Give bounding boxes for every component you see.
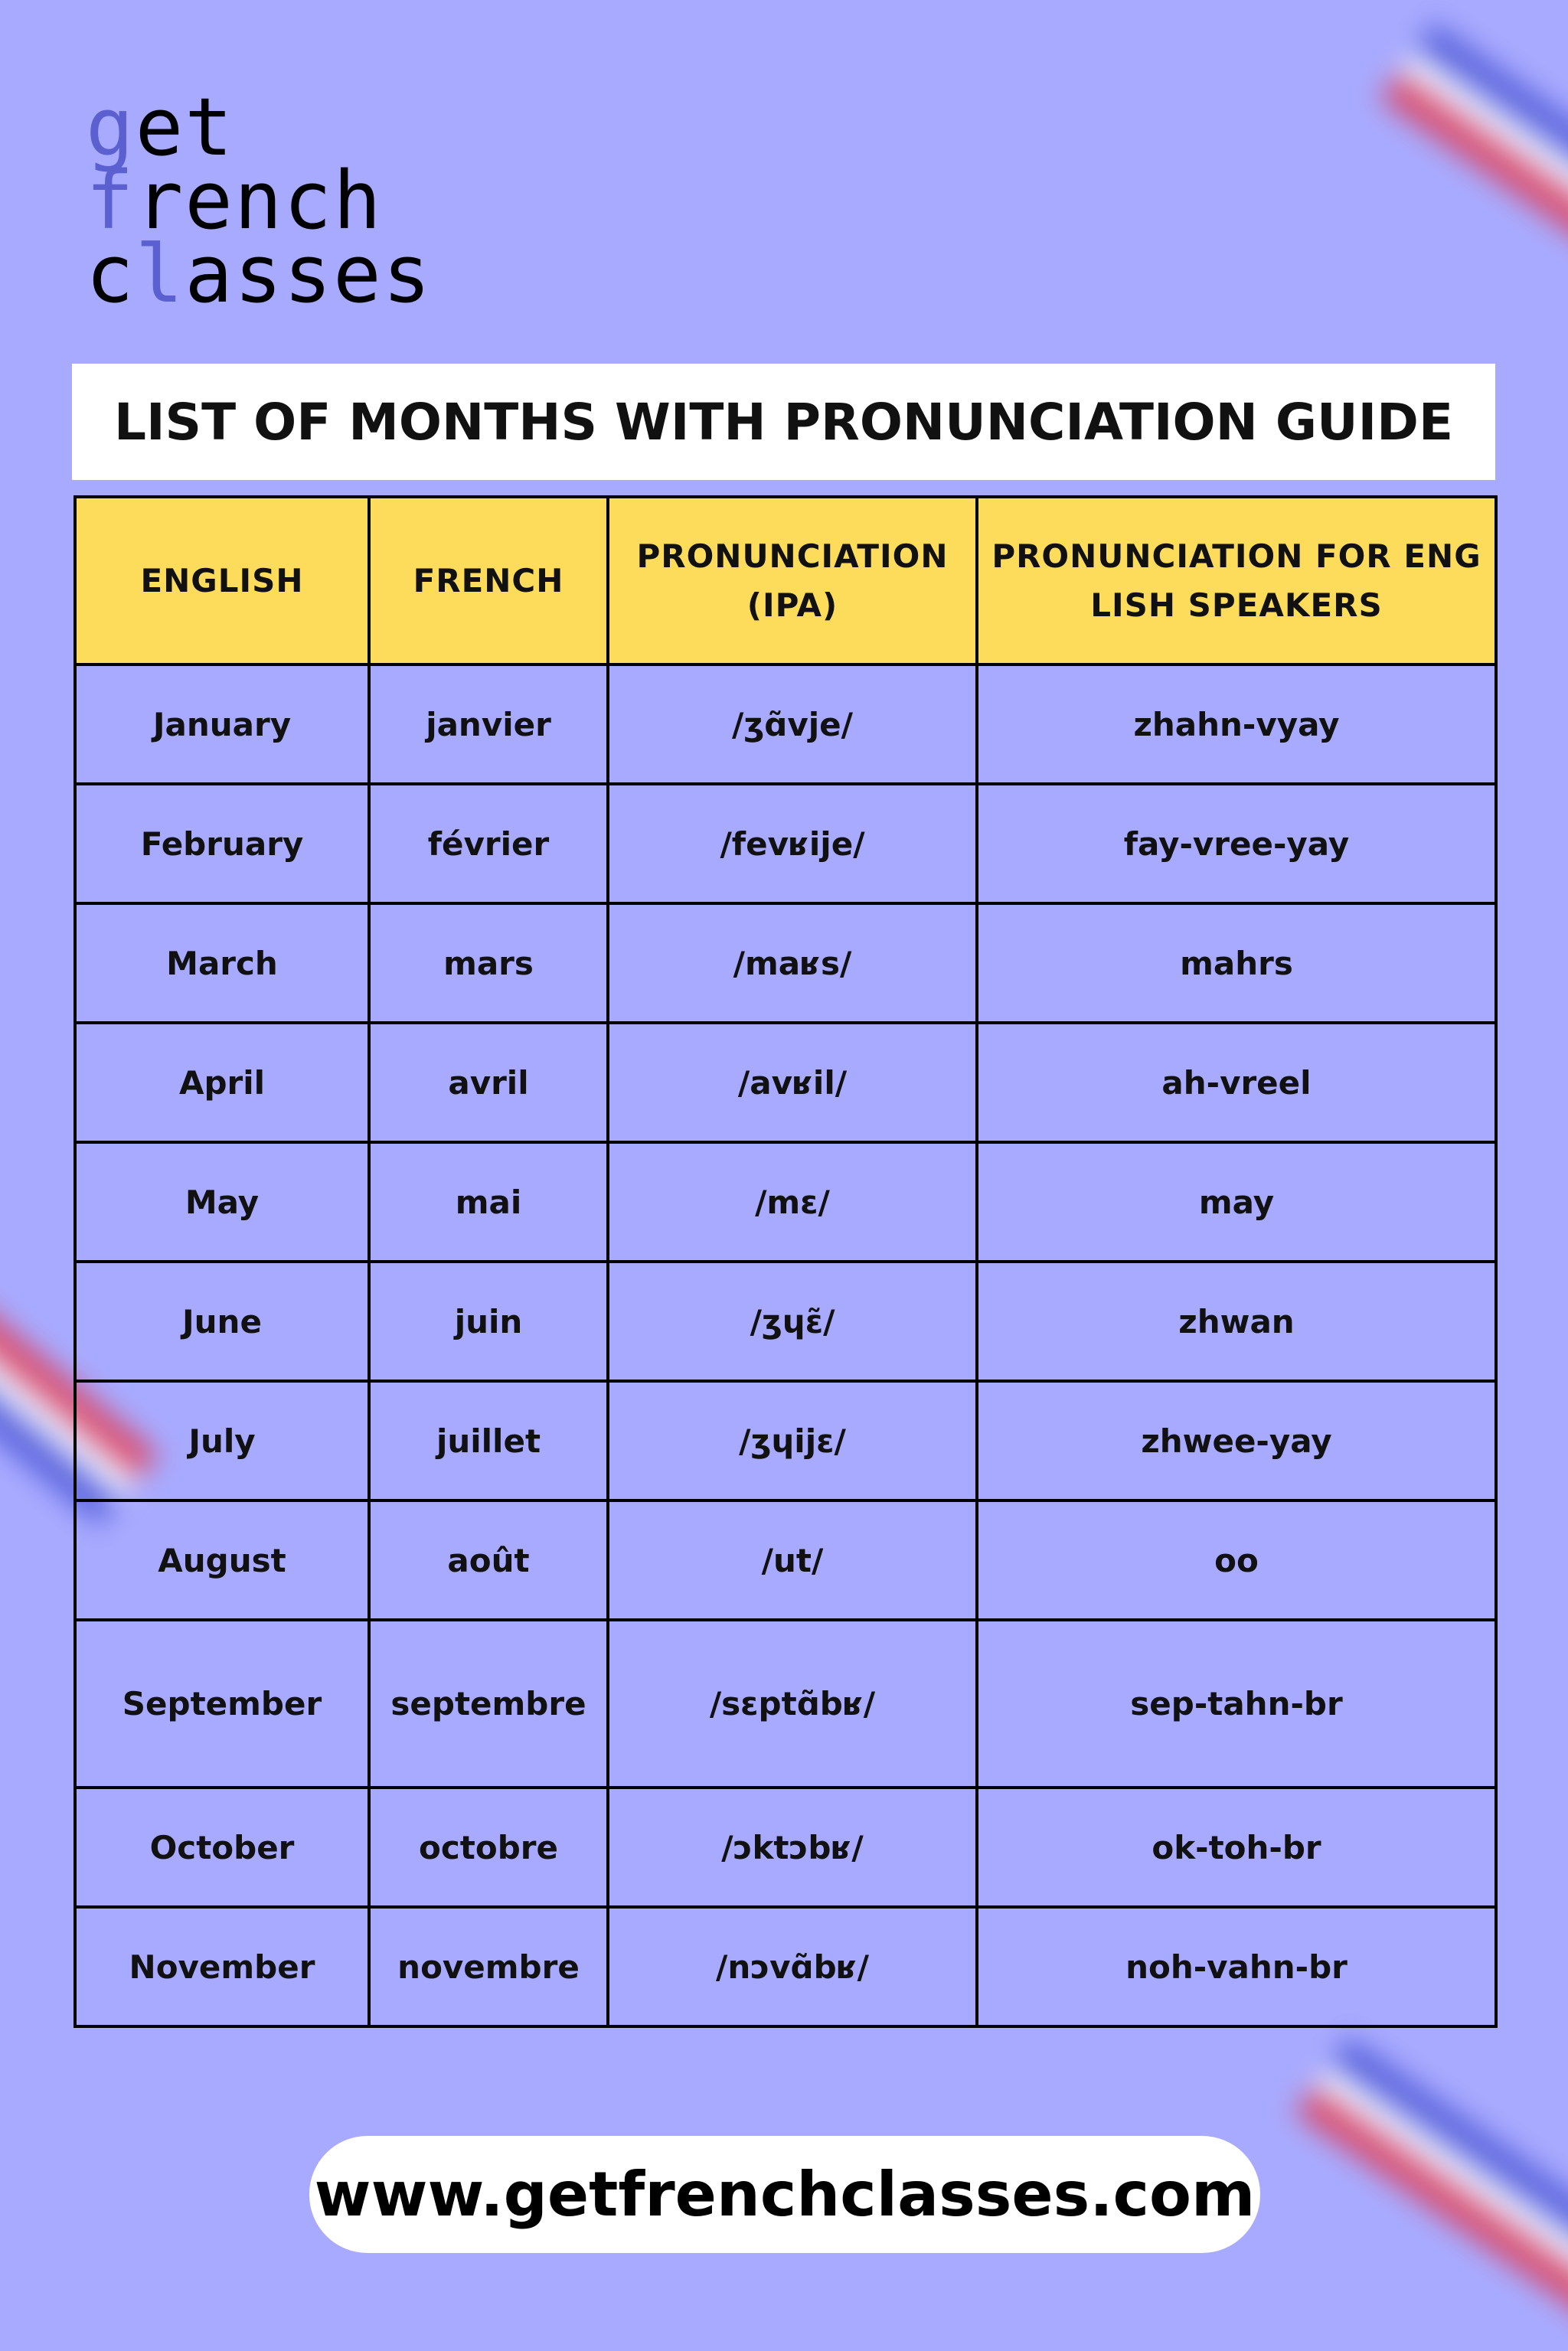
cell-english: July — [75, 1381, 369, 1500]
table-row — [75, 1500, 1496, 1620]
table-row — [75, 1907, 1496, 2026]
cell-english: March — [75, 903, 369, 1023]
flag-decoration-top-right — [1381, 23, 1568, 282]
cell-english-pronunciation: zhwee-yay — [977, 1381, 1496, 1500]
header-english-pronunciation: PRONUNCIATION FOR ENGLISH SPEAKERS — [977, 497, 1496, 664]
cell-french: novembre — [369, 1907, 608, 2026]
table-row — [75, 1381, 1496, 1500]
logo — [86, 80, 433, 321]
cell-french: janvier — [369, 664, 608, 784]
cell-french: février — [369, 784, 608, 903]
cell-english-pronunciation: fay-vree-yay — [977, 784, 1496, 903]
table-row — [75, 1262, 1496, 1381]
cell-english-pronunciation: may — [977, 1142, 1496, 1262]
cell-french: mai — [369, 1142, 608, 1262]
cell-english: September — [75, 1620, 369, 1788]
cell-french: mars — [369, 903, 608, 1023]
table-row — [75, 1788, 1496, 1907]
cell-french: septembre — [369, 1620, 608, 1788]
page-title: LIST OF MONTHS WITH PRONUNCIATION GUIDE — [72, 364, 1495, 480]
website-url[interactable]: www.getfrenchclasses.com — [309, 2136, 1260, 2253]
table-row — [75, 903, 1496, 1023]
header-ipa: PRONUNCIATION (IPA) — [608, 497, 977, 664]
cell-ipa: /ɔktɔbʁ/ — [608, 1788, 977, 1907]
table-row — [75, 784, 1496, 903]
cell-english-pronunciation: ok-toh-br — [977, 1788, 1496, 1907]
cell-ipa: /mɛ/ — [608, 1142, 977, 1262]
cell-ipa: /ut/ — [608, 1500, 977, 1620]
flag-decoration-bottom-right — [1296, 2038, 1568, 2342]
cell-english-pronunciation: zhahn-vyay — [977, 664, 1496, 784]
header-english: ENGLISH — [75, 497, 369, 664]
cell-english-pronunciation: sep-tahn-br — [977, 1620, 1496, 1788]
cell-english: October — [75, 1788, 369, 1907]
cell-french: juillet — [369, 1381, 608, 1500]
header-french: FRENCH — [369, 497, 608, 664]
cell-french: octobre — [369, 1788, 608, 1907]
cell-french: juin — [369, 1262, 608, 1381]
table-header-row — [75, 497, 1496, 664]
logo-line-3: classes — [86, 227, 433, 321]
logo-line-2: french — [86, 154, 383, 247]
cell-english-pronunciation: oo — [977, 1500, 1496, 1620]
cell-english: June — [75, 1262, 369, 1381]
cell-ipa: /ʒɥijɛ/ — [608, 1381, 977, 1500]
cell-french: avril — [369, 1023, 608, 1142]
table-row — [75, 1142, 1496, 1262]
months-table — [74, 495, 1498, 2028]
cell-english: November — [75, 1907, 369, 2026]
cell-english: February — [75, 784, 369, 903]
cell-ipa: /ʒɑ̃vje/ — [608, 664, 977, 784]
cell-ipa: /fevʁije/ — [608, 784, 977, 903]
cell-english: August — [75, 1500, 369, 1620]
logo-line-1: get — [86, 80, 234, 174]
cell-ipa: /maʁs/ — [608, 903, 977, 1023]
cell-english: May — [75, 1142, 369, 1262]
cell-ipa: /ʒɥɛ̃/ — [608, 1262, 977, 1381]
cell-english: April — [75, 1023, 369, 1142]
cell-english-pronunciation: mahrs — [977, 903, 1496, 1023]
table-row — [75, 1620, 1496, 1788]
cell-english-pronunciation: ah-vreel — [977, 1023, 1496, 1142]
cell-ipa: /nɔvɑ̃bʁ/ — [608, 1907, 977, 2026]
table-row — [75, 664, 1496, 784]
cell-english-pronunciation: zhwan — [977, 1262, 1496, 1381]
cell-ipa: /avʁil/ — [608, 1023, 977, 1142]
table-row — [75, 1023, 1496, 1142]
cell-english-pronunciation: noh-vahn-br — [977, 1907, 1496, 2026]
cell-english: January — [75, 664, 369, 784]
cell-ipa: /sɛptɑ̃bʁ/ — [608, 1620, 977, 1788]
cell-french: août — [369, 1500, 608, 1620]
